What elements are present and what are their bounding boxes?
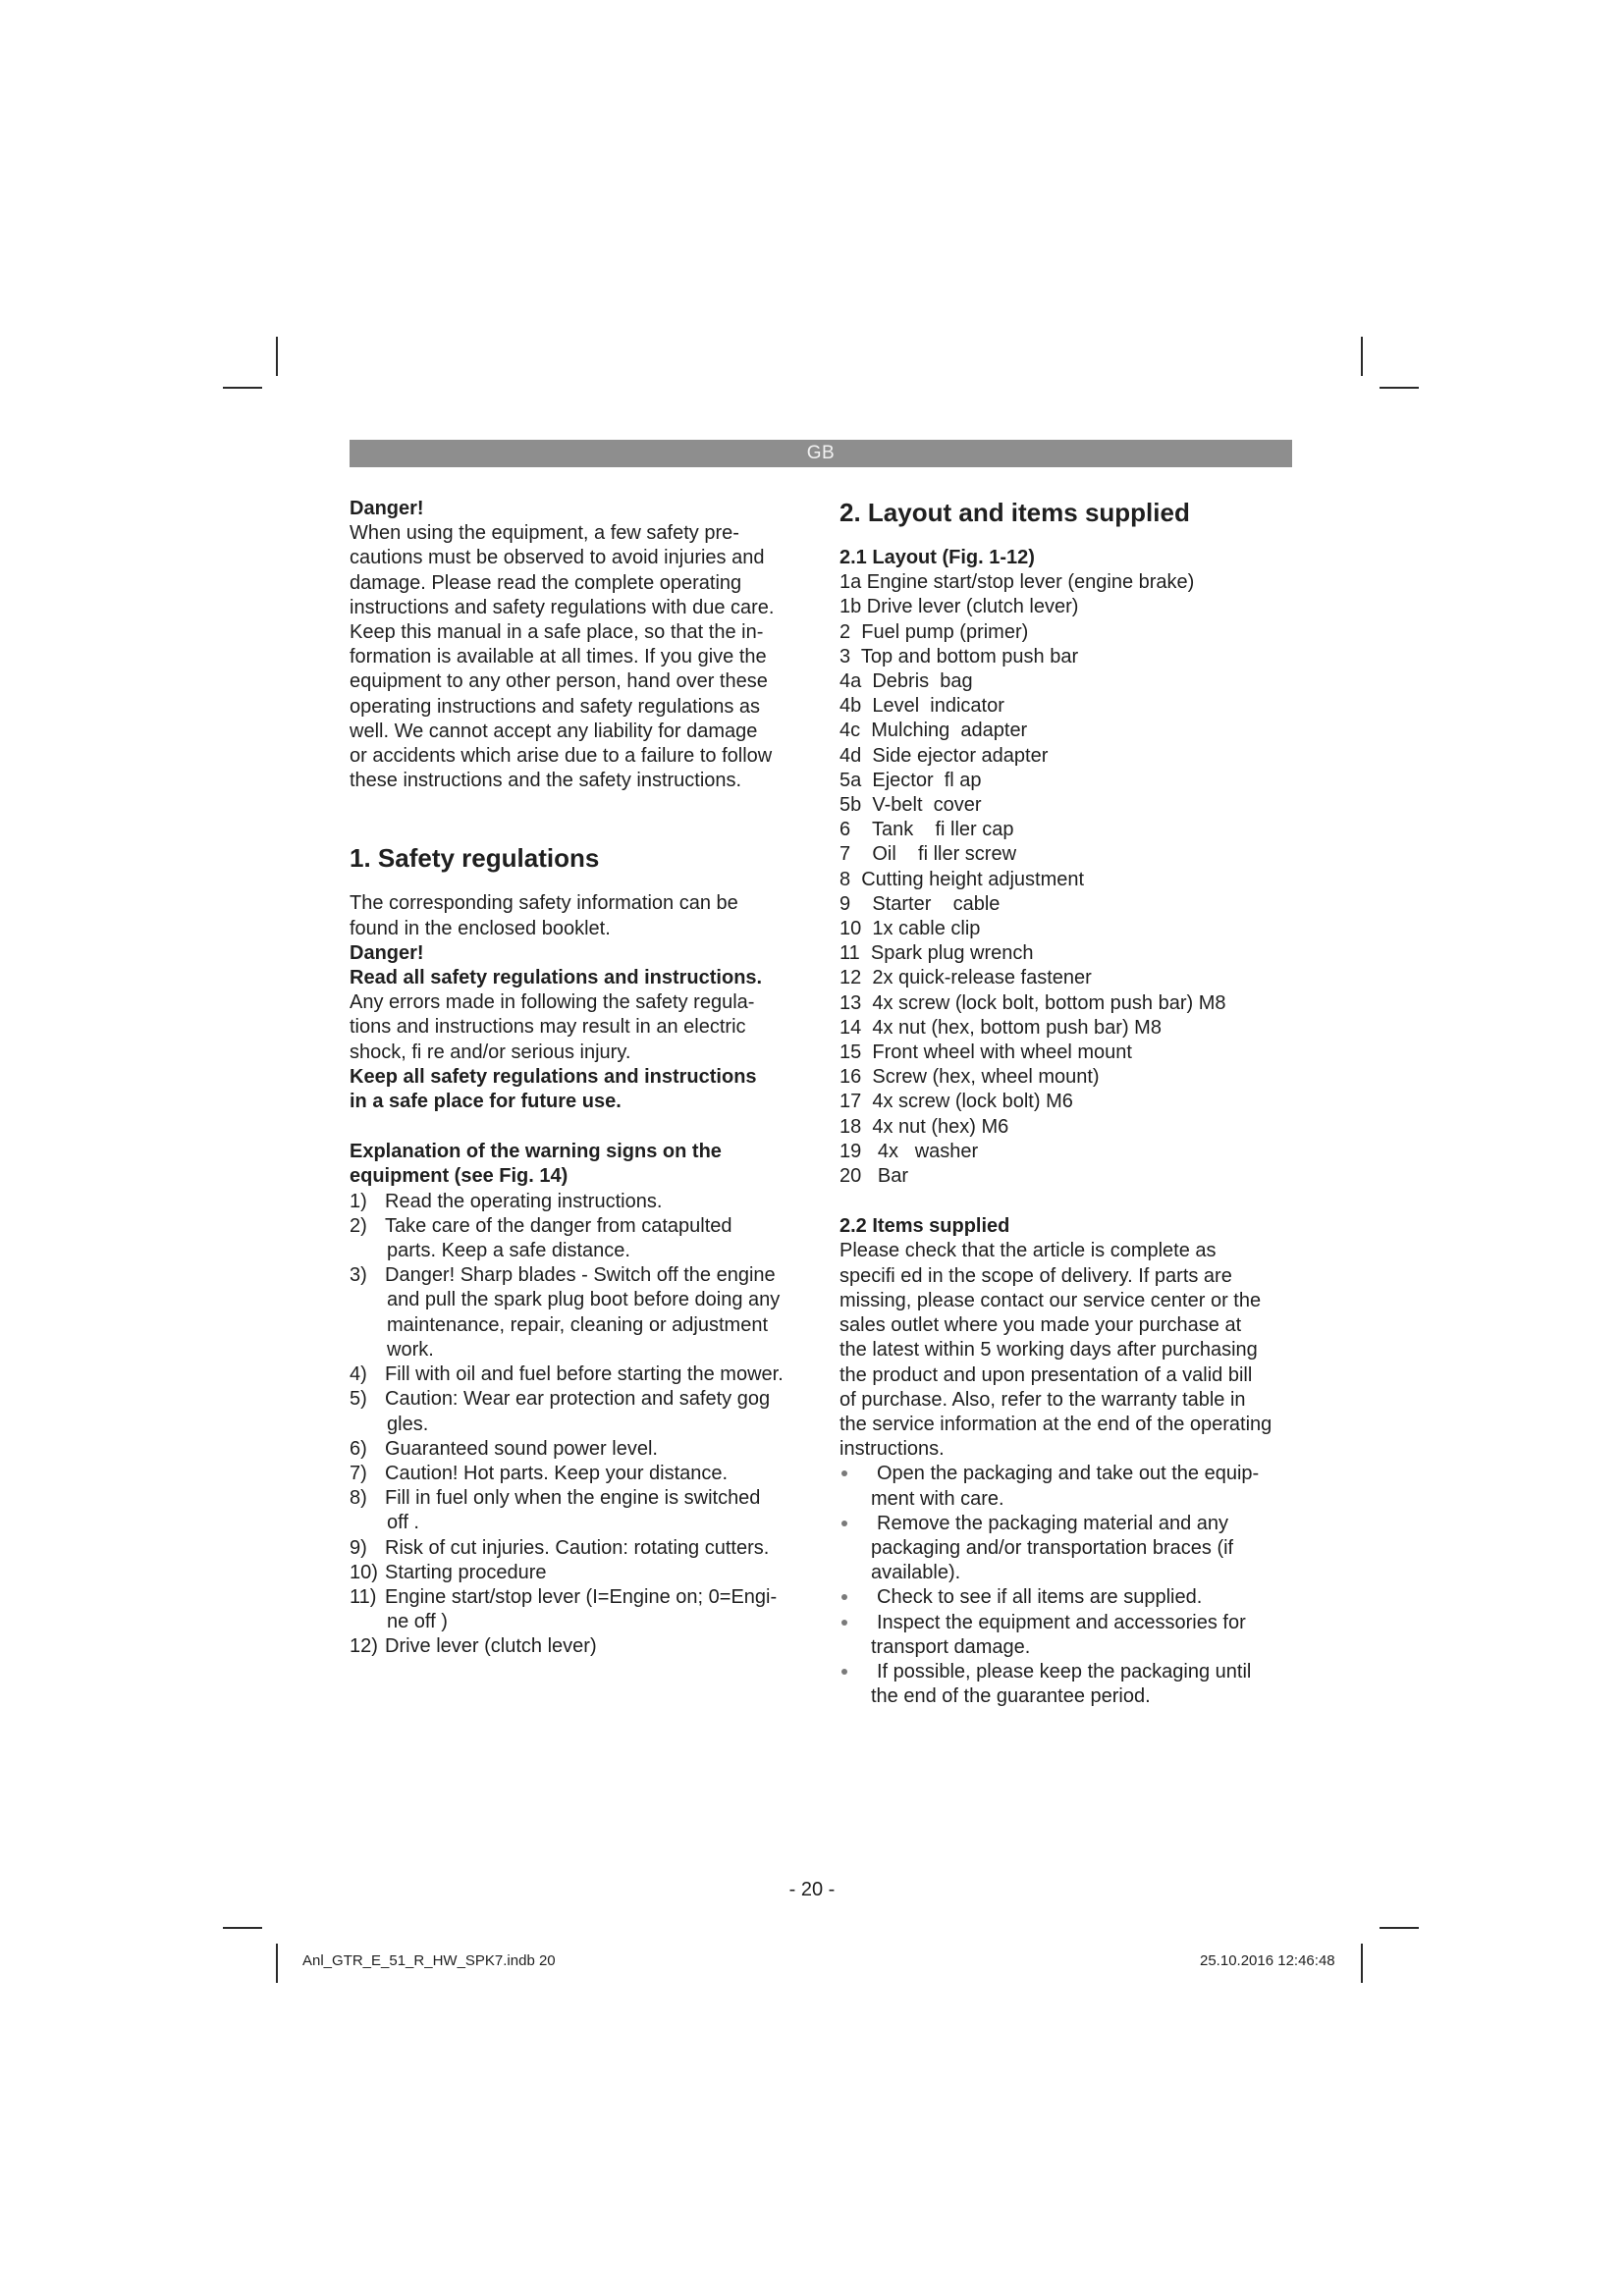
text-line: Explanation of the warning signs on the	[350, 1141, 722, 1163]
layout-item: 6 Tank fi ller cap	[839, 819, 1014, 841]
warning-sign-text: Engine start/stop lever (I=Engine on; 0=Engi-	[385, 1585, 778, 1608]
crop-mark-bottom-right-v	[1361, 1944, 1363, 1983]
text-line: When using the equipment, a few safety pre-	[350, 522, 739, 545]
unpacking-step-text: If possible, please keep the packaging until	[877, 1660, 1252, 1682]
text-line: specifi ed in the scope of delivery. If parts are	[839, 1264, 1232, 1287]
text-line: the product and upon presentation of a valid bill	[839, 1363, 1253, 1386]
footer-file-name: Anl_GTR_E_51_R_HW_SPK7.indb 20	[302, 1952, 556, 1969]
danger-heading: Danger!	[350, 498, 424, 519]
warning-sign-number: 11)	[350, 1585, 377, 1608]
layout-item: 4c Mulching adapter	[839, 720, 1028, 742]
layout-item: 4d Side ejector adapter	[839, 744, 1049, 767]
unpacking-step	[839, 1585, 1301, 1610]
items-supplied-heading: 2.2 Items supplied	[839, 1215, 1010, 1238]
text-line: equipment to any other person, hand over these	[350, 670, 768, 693]
layout-item: 12 2x quick-release fastener	[839, 967, 1092, 989]
warning-sign-number: 8)	[350, 1487, 367, 1510]
warning-signs-heading	[350, 1140, 801, 1189]
unpacking-step	[839, 1462, 1301, 1511]
footer-datetime: 25.10.2016 12:46:48	[1200, 1952, 1335, 1969]
text-line: Please check that the article is complete as	[839, 1240, 1217, 1262]
layout-heading: 2.1 Layout (Fig. 1-12)	[839, 547, 1035, 568]
layout-item: 5a Ejector fl ap	[839, 769, 982, 791]
layout-item: 14 4x nut (hex, bottom push bar) M8	[839, 1016, 1162, 1039]
text-line: of purchase. Also, refer to the warranty table in	[839, 1388, 1246, 1411]
bullet-dot-icon	[841, 1594, 847, 1600]
text-line: Any errors made in following the safety regula-	[350, 991, 755, 1014]
text-line: damage. Please read the complete operating	[350, 571, 742, 594]
warning-sign-text: and pull the spark plug boot before doing any	[387, 1289, 781, 1311]
warning-sign-text: Guaranteed sound power level.	[385, 1437, 658, 1460]
layout-item: 10 1x cable clip	[839, 918, 981, 940]
text-line: missing, please contact our service center or the	[839, 1289, 1262, 1311]
warning-sign-number: 7)	[350, 1462, 367, 1484]
text-line: well. We cannot accept any liability for damage	[350, 720, 758, 742]
layout-item: 2 Fuel pump (primer)	[839, 620, 1029, 643]
warning-sign-text: Fill with oil and fuel before starting the mower.	[385, 1363, 784, 1386]
text-line: Keep all safety regulations and instructions	[350, 1065, 757, 1088]
warning-sign-number: 3)	[350, 1264, 367, 1287]
warning-sign-item	[350, 1486, 801, 1535]
text-line: formation is available at all times. If you give the	[350, 646, 767, 668]
layout-item: 5b V-belt cover	[839, 794, 982, 817]
unpacking-step-text: transport damage.	[871, 1635, 1031, 1658]
layout-item: 1a Engine start/stop lever (engine brake)	[839, 571, 1195, 594]
read-all-instructions: Read all safety regulations and instructions.	[350, 967, 763, 989]
unpacking-step-text: Remove the packaging material and any	[877, 1512, 1228, 1534]
text-line: the latest within 5 working days after purchasing	[839, 1339, 1258, 1362]
warning-sign-text: Danger! Sharp blades - Switch off the engine	[385, 1264, 776, 1287]
layout-item: 4a Debris bag	[839, 670, 973, 693]
crop-mark-top-left-h	[223, 387, 262, 389]
danger-intro-text	[350, 521, 801, 793]
warning-sign-item	[350, 1437, 801, 1462]
layout-item: 3 Top and bottom push bar	[839, 645, 1079, 667]
section-2-title: 2. Layout and items supplied	[839, 498, 1190, 527]
layout-item: 19 4x washer	[839, 1140, 979, 1162]
page-number: - 20 -	[788, 1879, 836, 1900]
bullet-dot-icon	[841, 1669, 847, 1675]
crop-mark-bottom-left-v	[276, 1944, 278, 1983]
text-line: in a safe place for future use.	[350, 1091, 622, 1113]
language-code: GB	[806, 443, 836, 463]
layout-item: 7 Oil fi ller screw	[839, 843, 1017, 866]
layout-items-list	[839, 570, 1301, 1189]
crop-mark-top-right-h	[1380, 387, 1419, 389]
crop-mark-bottom-left-h	[223, 1927, 262, 1929]
warning-sign-text: parts. Keep a safe distance.	[387, 1240, 630, 1262]
unpacking-step	[839, 1512, 1301, 1586]
bullet-dot-icon	[841, 1521, 847, 1526]
crop-mark-bottom-right-h	[1380, 1927, 1419, 1929]
warning-sign-text: Read the operating instructions.	[385, 1190, 663, 1212]
warning-sign-item	[350, 1190, 801, 1214]
warning-sign-text: gles.	[387, 1413, 429, 1435]
right-column	[839, 497, 1301, 1709]
crop-mark-top-right-v	[1361, 337, 1363, 376]
danger-intro-block	[350, 497, 801, 793]
warning-sign-text: work.	[387, 1338, 434, 1361]
warning-sign-text: ne off )	[387, 1611, 448, 1633]
warning-sign-text: Drive lever (clutch lever)	[385, 1635, 597, 1658]
warning-sign-item	[350, 1362, 801, 1387]
layout-item: 4b Level indicator	[839, 695, 1004, 718]
layout-item: 15 Front wheel with wheel mount	[839, 1041, 1132, 1064]
warning-sign-text: Caution: Wear ear protection and safety gog	[385, 1388, 771, 1411]
warning-sign-number: 2)	[350, 1214, 367, 1237]
warning-signs-list	[350, 1190, 801, 1660]
warning-sign-text: maintenance, repair, cleaning or adjustment	[387, 1313, 769, 1336]
text-line: shock, fi re and/or serious injury.	[350, 1041, 631, 1063]
text-line: instructions and safety regulations with due care.	[350, 596, 775, 618]
errors-warning-text	[350, 990, 801, 1065]
warning-sign-text: Caution! Hot parts. Keep your distance.	[385, 1462, 729, 1484]
text-line: tions and instructions may result in an electric	[350, 1016, 746, 1039]
warning-sign-item	[350, 1536, 801, 1561]
warning-sign-item	[350, 1387, 801, 1436]
warning-sign-item	[350, 1561, 801, 1585]
warning-sign-text: Take care of the danger from catapulted	[385, 1214, 732, 1237]
unpacking-step-text: the end of the guarantee period.	[871, 1685, 1151, 1708]
warning-sign-number: 5)	[350, 1388, 367, 1411]
unpacking-step-text: Open the packaging and take out the equip-	[877, 1463, 1260, 1485]
text-line: the service information at the end of the operating	[839, 1413, 1272, 1435]
layout-item: 17 4x screw (lock bolt) M6	[839, 1091, 1073, 1113]
crop-mark-top-left-v	[276, 337, 278, 376]
layout-item: 18 4x nut (hex) M6	[839, 1115, 1009, 1138]
bullet-dot-icon	[841, 1620, 847, 1626]
section-1-danger-heading: Danger!	[350, 941, 424, 964]
warning-sign-item	[350, 1214, 801, 1263]
layout-item: 16 Screw (hex, wheel mount)	[839, 1066, 1100, 1089]
text-line: or accidents which arise due to a failure to follow	[350, 745, 773, 768]
warning-sign-text: off .	[387, 1512, 419, 1534]
layout-item: 1b Drive lever (clutch lever)	[839, 596, 1079, 618]
unpacking-step	[839, 1660, 1301, 1709]
text-line: equipment (see Fig. 14)	[350, 1165, 568, 1188]
warning-sign-number: 10)	[350, 1561, 378, 1583]
text-line: instructions.	[839, 1438, 945, 1461]
text-line: cautions must be observed to avoid injuries and	[350, 547, 765, 569]
section-1-title: 1. Safety regulations	[350, 843, 600, 874]
warning-sign-text: Risk of cut injuries. Caution: rotating cutters.	[385, 1536, 770, 1559]
warning-sign-number: 4)	[350, 1363, 367, 1386]
unpacking-steps-list	[839, 1462, 1301, 1709]
warning-sign-number: 12)	[350, 1635, 378, 1658]
warning-sign-item	[350, 1585, 801, 1634]
layout-item: 8 Cutting height adjustment	[839, 868, 1085, 890]
layout-item: 11 Spark plug wrench	[839, 942, 1034, 965]
warning-sign-item	[350, 1634, 801, 1659]
layout-item: 9 Starter cable	[839, 892, 1001, 915]
warning-sign-item	[350, 1263, 801, 1362]
warning-sign-number: 1)	[350, 1190, 367, 1212]
warning-sign-number: 6)	[350, 1437, 367, 1460]
safety-intro-text	[350, 891, 801, 940]
warning-sign-text: Starting procedure	[385, 1561, 547, 1583]
text-line: The corresponding safety information can be	[350, 892, 738, 915]
layout-item: 13 4x screw (lock bolt, bottom push bar) M8	[839, 991, 1226, 1014]
unpacking-step-text: ment with care.	[871, 1487, 1004, 1510]
warning-sign-text: Fill in fuel only when the engine is switched	[385, 1487, 761, 1510]
text-line: found in the enclosed booklet.	[350, 917, 611, 939]
unpacking-step-text: available).	[871, 1562, 961, 1584]
text-line: Keep this manual in a safe place, so that the in-	[350, 621, 764, 644]
keep-instructions-text	[350, 1065, 801, 1114]
unpacking-step-text: Check to see if all items are supplied.	[877, 1586, 1203, 1609]
layout-item: 20 Bar	[839, 1165, 909, 1188]
items-supplied-text	[839, 1239, 1301, 1462]
bullet-dot-icon	[841, 1470, 847, 1476]
left-column	[350, 497, 801, 1660]
unpacking-step	[839, 1611, 1301, 1660]
text-line: sales outlet where you made your purchase at	[839, 1314, 1242, 1337]
unpacking-step-text: Inspect the equipment and accessories for	[877, 1611, 1246, 1633]
warning-sign-number: 9)	[350, 1536, 367, 1559]
text-line: these instructions and the safety instructions.	[350, 770, 742, 792]
warning-sign-item	[350, 1462, 801, 1486]
language-header-bar	[350, 440, 1292, 467]
text-line: operating instructions and safety regulations as	[350, 695, 761, 718]
unpacking-step-text: packaging and/or transportation braces (if	[871, 1536, 1234, 1559]
